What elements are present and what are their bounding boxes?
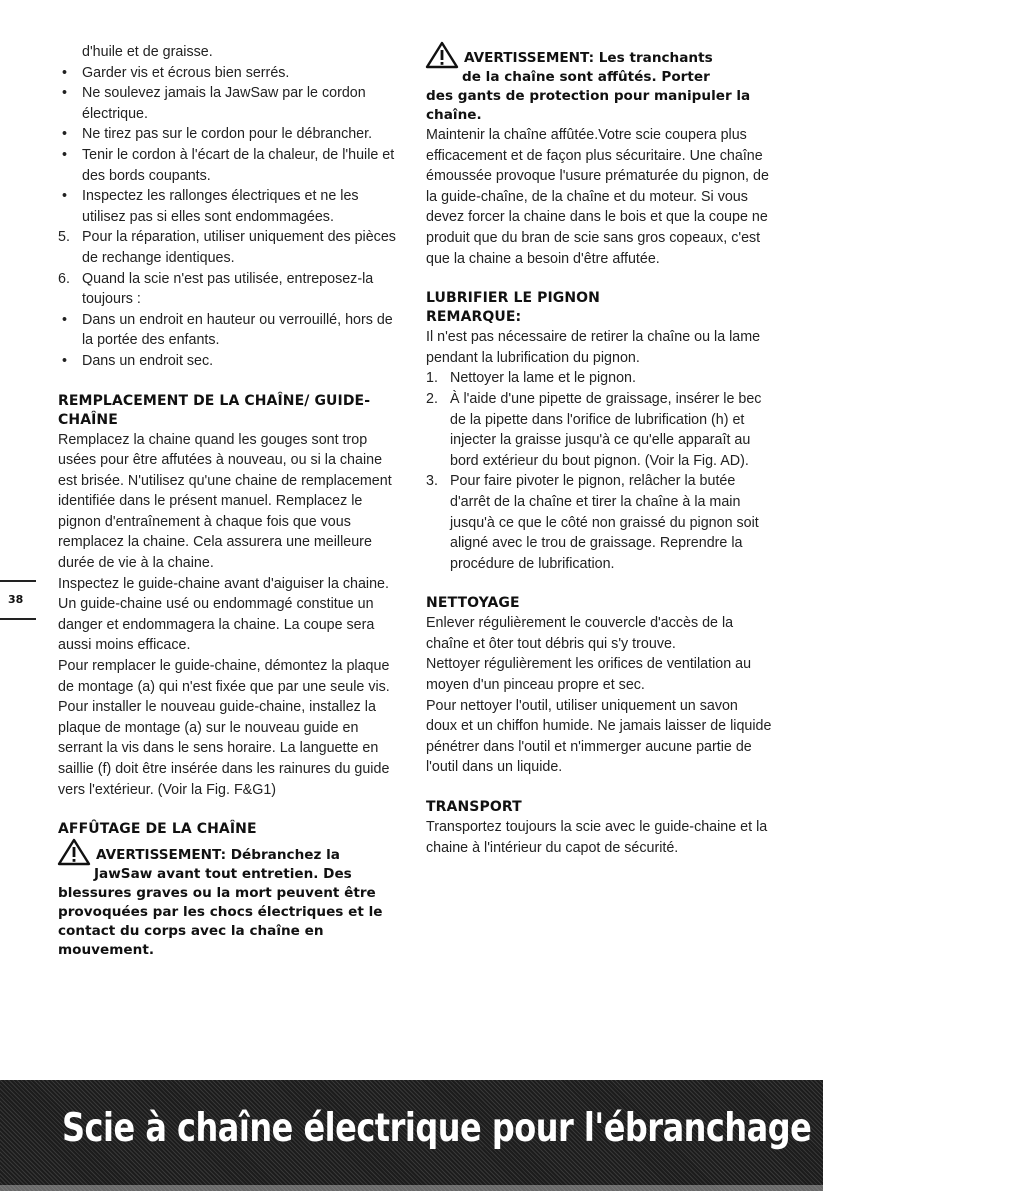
- warning-triangle-icon: [58, 839, 90, 865]
- paragraph: Nettoyer régulièrement les orifices de ventilation au moyen d'un pinceau propre et sec.: [426, 656, 752, 694]
- list-continuation: d'huile et de graisse.: [82, 44, 213, 60]
- list-item: • Dans un endroit en hauteur ou verrouillé, hors de la portée des enfants.: [62, 311, 393, 349]
- bullet-icon: •: [62, 64, 68, 81]
- heading-chain-sharpening: AFFÛTAGE DE LA CHAÎNE: [58, 821, 257, 838]
- list-item: • Garder vis et écrous bien serrés.: [58, 63, 398, 84]
- bullet-icon: •: [62, 85, 68, 102]
- page-number-marker: [0, 580, 40, 620]
- heading-cleaning: NETTOYAGE: [426, 595, 520, 612]
- bullet-icon: •: [62, 352, 68, 369]
- numbered-item-5: 5. Pour la réparation, utiliser uniquement des pièces de rechange identiques.: [58, 229, 396, 266]
- bullet-icon: •: [62, 311, 68, 328]
- heading-transport: TRANSPORT: [426, 799, 522, 816]
- paragraph: Inspectez le guide-chaine avant d'aiguiser la chaine. Un guide-chaine usé ou endommagé constitue un danger et endommagera la chaine. La coupe sera aussi moins efficace.: [58, 575, 389, 654]
- paragraph: Pour remplacer le guide-chaine, démontez la plaque de montage (a) qui n'est fixée que par une seule vis.: [58, 658, 390, 695]
- lubrication-steps: [426, 368, 772, 574]
- page-number: 38: [8, 593, 24, 606]
- paragraph: Il n'est pas nécessaire de retirer la chaîne ou la lame pendant la lubrification du pignon.: [426, 329, 761, 366]
- footer-banner: [0, 1080, 1031, 1191]
- paragraph: Pour nettoyer l'outil, utiliser uniquement un savon doux et un chiffon humide. Ne jamais laisser de liquide pénétrer dans l'outil et n'immerger aucune partie de l'outil dans un liquide.: [426, 697, 772, 776]
- heading-lubricate-sprocket: LUBRIFIER LE PIGNON: [426, 290, 600, 307]
- paragraph: Enlever régulièrement le couvercle d'accès de la chaîne et ôter tout débris qui s'y trouve.: [426, 615, 734, 652]
- right-column: [426, 42, 772, 858]
- warning-sharpening: AVERTISSEMENT: Débranchez la JawSaw avant tout entretien. Des blessures graves ou la mort peuvent être provoquées par les chocs électriques et le contact du corps avec la chaîne en mouvement.: [58, 839, 398, 960]
- list-item: • Dans un endroit sec.: [58, 351, 398, 372]
- list-item: 1. Nettoyer la lame et le pignon.: [426, 370, 636, 387]
- safety-bullets-a: [58, 63, 398, 228]
- paragraph: Remplacez la chaine quand les gouges sont trop usées pour être affutées à nouveau, ou si la chaine est brisée. N'utilisez qu'une chaine de remplacement identifiée dans le présent manuel. Remplacez le pignon d'entraînement à chaque fois que vous remplacez la chaine. Cela assurera une meilleure durée de vie à la chaine.: [58, 431, 392, 572]
- paragraph: Maintenir la chaîne affûtée.Votre scie coupera plus efficacement et de façon plus sécuritaire. Une chaîne émoussée provoque l'usure prématurée du pignon, de la guide-chaîne, de la chaîne et du moteur. Si vous devez forcer la chaine dans le bois et que la coupe ne produit que du bran de scie sans gros copeaux, c'est que la chaine a besoin d'être affutée.: [426, 127, 769, 267]
- paragraph: Pour installer le nouveau guide-chaine, installez la plaque de montage (a) sur le nouveau guide en serrant la vis dans le sens horaire. La languette en saillie (f) doit être insérée dans les rainures du guide vers l'extérieur. (Voir la Fig. F&G1): [58, 699, 390, 798]
- list-item: • Inspectez les rallonges électriques et ne les utilisez pas si elles sont endommagées.: [62, 188, 359, 225]
- left-column: [58, 42, 398, 960]
- heading-note: REMARQUE:: [426, 309, 522, 326]
- numbered-item-6: 6. Quand la scie n'est pas utilisée, entreposez-la toujours :: [58, 270, 374, 308]
- warning-sharp-chain: AVERTISSEMENT: Les tranchants de la chaîne sont affûtés. Porter des gants de protection pour manipuler la chaîne.: [426, 42, 772, 125]
- list-item: • Ne soulevez jamais la JawSaw par le cordon électrique.: [62, 85, 366, 122]
- paragraph: Transportez toujours la scie avec le guide-chaine et la chaine à l'intérieur du capot de sécurité.: [426, 819, 768, 856]
- storage-bullets: [58, 310, 398, 372]
- bullet-icon: •: [62, 146, 68, 163]
- warning-triangle-icon: [426, 42, 458, 68]
- bullet-icon: •: [62, 188, 68, 205]
- bullet-icon: •: [62, 126, 68, 143]
- heading-chain-replacement: REMPLACEMENT DE LA CHAÎNE/ GUIDE-CHAÎNE: [58, 392, 371, 428]
- list-item: 2. À l'aide d'une pipette de graissage, insérer le bec de la pipette dans l'orifice de lubrification (h) et injecter la graisse jusqu'à ce qu'elle apparaît au bord extérieur du bout pignon. (Voir la Fig. AD).: [426, 390, 762, 469]
- list-item: • Ne tirez pas sur le cordon pour le débrancher.: [58, 124, 398, 145]
- footer-title: Scie à chaîne électrique pour l'ébranchage et la taille F: [62, 1106, 1031, 1151]
- list-item: • Tenir le cordon à l'écart de la chaleur, de l'huile et des bords coupants.: [62, 146, 395, 184]
- list-item: 3. Pour faire pivoter le pignon, relâcher la butée d'arrêt de la chaîne et tirer la chaîne à la main jusqu'à ce que le côté non graissé du pignon soit aligné avec le trou de graissage. Reprendre la procédure de lubrification.: [426, 473, 759, 572]
